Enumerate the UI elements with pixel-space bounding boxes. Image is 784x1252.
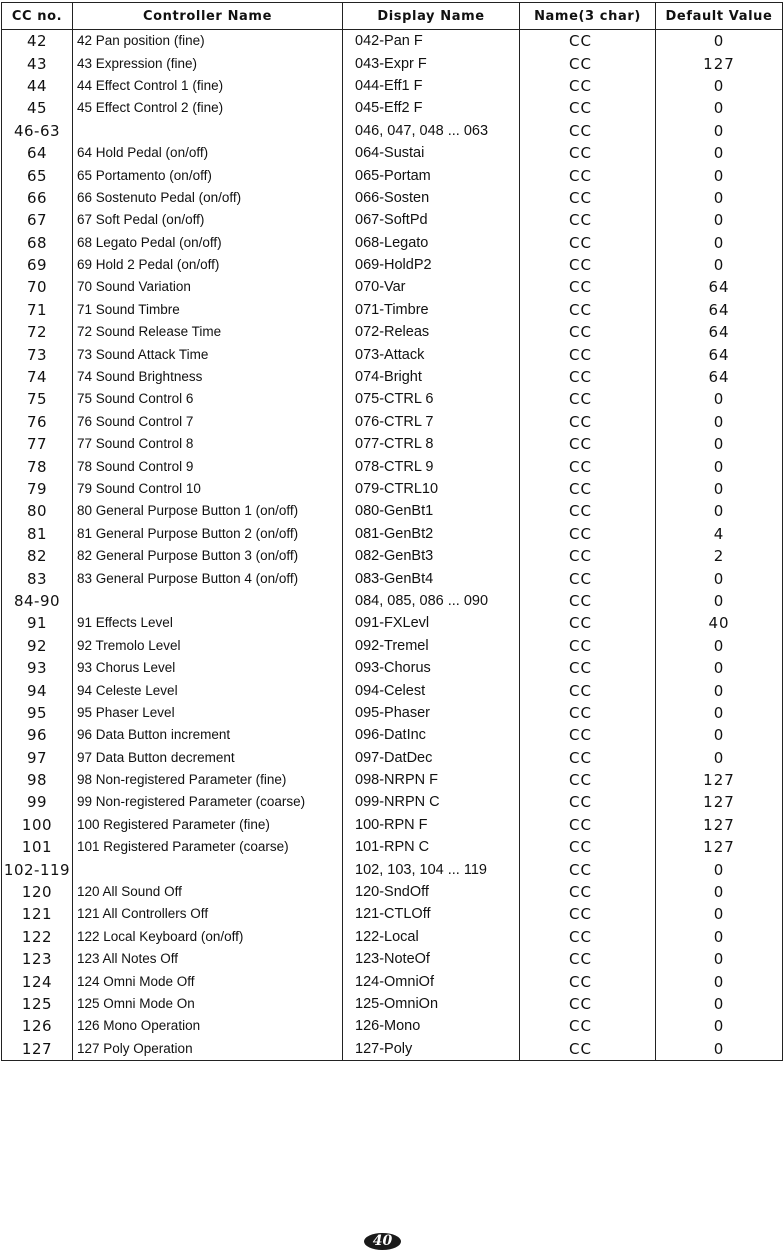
display-name-cell: 072-Releas [343,321,520,343]
display-name-cell: 083-GenBt4 [343,567,520,589]
cc-number-cell: 43 [2,52,73,74]
table-row [2,836,783,858]
cc-number-cell: 80 [2,500,73,522]
controller-name-cell: 73 Sound Attack Time [73,343,343,365]
default-value-cell: 2 [656,545,783,567]
cc-number-cell: 64 [2,142,73,164]
short-name-cell: CC [520,209,656,231]
header-name-3char: Name(3 char) [520,3,656,30]
display-name-cell: 125-OmniOn [343,993,520,1015]
display-name-cell: 065-Portam [343,164,520,186]
cc-number-cell: 93 [2,657,73,679]
table-row [2,254,783,276]
table-row [2,455,783,477]
controller-name-cell: 72 Sound Release Time [73,321,343,343]
table-row [2,858,783,880]
display-name-cell: 076-CTRL 7 [343,411,520,433]
short-name-cell: CC [520,858,656,880]
table-row [2,97,783,119]
default-value-cell: 0 [656,30,783,53]
default-value-cell: 64 [656,366,783,388]
short-name-cell: CC [520,567,656,589]
controller-name-cell: 75 Sound Control 6 [73,388,343,410]
controller-name-cell: 94 Celeste Level [73,679,343,701]
short-name-cell: CC [520,343,656,365]
controller-name-cell: 91 Effects Level [73,612,343,634]
short-name-cell: CC [520,747,656,769]
table-row [2,747,783,769]
display-name-cell: 099-NRPN C [343,791,520,813]
controller-name-cell: 67 Soft Pedal (on/off) [73,209,343,231]
default-value-cell: 127 [656,769,783,791]
default-value-cell: 0 [656,120,783,142]
cc-number-cell: 73 [2,343,73,365]
default-value-cell: 0 [656,970,783,992]
display-name-cell: 073-Attack [343,343,520,365]
display-name-cell: 068-Legato [343,232,520,254]
header-controller-name: Controller Name [73,3,343,30]
controller-name-cell: 42 Pan position (fine) [73,30,343,53]
display-name-cell: 123-NoteOf [343,948,520,970]
controller-name-cell: 124 Omni Mode Off [73,970,343,992]
short-name-cell: CC [520,30,656,53]
short-name-cell: CC [520,993,656,1015]
table-row [2,120,783,142]
short-name-cell: CC [520,455,656,477]
table-row [2,702,783,724]
short-name-cell: CC [520,500,656,522]
short-name-cell: CC [520,903,656,925]
controller-name-cell: 83 General Purpose Button 4 (on/off) [73,567,343,589]
short-name-cell: CC [520,791,656,813]
default-value-cell: 0 [656,209,783,231]
table-row [2,343,783,365]
controller-name-cell: 78 Sound Control 9 [73,455,343,477]
controller-name-cell: 76 Sound Control 7 [73,411,343,433]
cc-number-cell: 78 [2,455,73,477]
cc-number-cell: 123 [2,948,73,970]
controller-name-cell: 68 Legato Pedal (on/off) [73,232,343,254]
cc-number-cell: 46-63 [2,120,73,142]
controller-name-cell: 81 General Purpose Button 2 (on/off) [73,523,343,545]
table-row [2,926,783,948]
short-name-cell: CC [520,142,656,164]
cc-number-cell: 81 [2,523,73,545]
short-name-cell: CC [520,321,656,343]
header-cc-no: CC no. [2,3,73,30]
display-name-cell: 084, 085, 086 ... 090 [343,590,520,612]
display-name-cell: 079-CTRL10 [343,478,520,500]
short-name-cell: CC [520,657,656,679]
controller-name-cell: 99 Non-registered Parameter (coarse) [73,791,343,813]
short-name-cell: CC [520,120,656,142]
default-value-cell: 0 [656,635,783,657]
display-name-cell: 077-CTRL 8 [343,433,520,455]
table-row [2,567,783,589]
default-value-cell: 0 [656,1038,783,1061]
display-name-cell: 044-Eff1 F [343,75,520,97]
short-name-cell: CC [520,299,656,321]
table-row [2,523,783,545]
cc-number-cell: 65 [2,164,73,186]
display-name-cell: 066-Sosten [343,187,520,209]
table-row [2,388,783,410]
table-row [2,903,783,925]
default-value-cell: 0 [656,433,783,455]
controller-name-cell: 95 Phaser Level [73,702,343,724]
table-row [2,30,783,53]
short-name-cell: CC [520,276,656,298]
short-name-cell: CC [520,52,656,74]
controller-name-cell: 71 Sound Timbre [73,299,343,321]
table-row [2,814,783,836]
table-row [2,299,783,321]
default-value-cell: 127 [656,52,783,74]
display-name-cell: 045-Eff2 F [343,97,520,119]
display-name-cell: 071-Timbre [343,299,520,321]
display-name-cell: 096-DatInc [343,724,520,746]
table-body [2,30,783,1061]
controller-name-cell: 97 Data Button decrement [73,747,343,769]
cc-number-cell: 83 [2,567,73,589]
cc-number-cell: 91 [2,612,73,634]
default-value-cell: 0 [656,679,783,701]
table-row [2,1015,783,1037]
default-value-cell: 0 [656,388,783,410]
display-name-cell: 122-Local [343,926,520,948]
cc-number-cell: 66 [2,187,73,209]
short-name-cell: CC [520,523,656,545]
short-name-cell: CC [520,187,656,209]
table-row [2,52,783,74]
display-name-cell: 091-FXLevl [343,612,520,634]
short-name-cell: CC [520,232,656,254]
table-row [2,75,783,97]
default-value-cell: 4 [656,523,783,545]
controller-name-cell: 121 All Controllers Off [73,903,343,925]
short-name-cell: CC [520,366,656,388]
display-name-cell: 100-RPN F [343,814,520,836]
display-name-cell: 121-CTLOff [343,903,520,925]
display-name-cell: 093-Chorus [343,657,520,679]
page-number-badge: 40 [364,1233,401,1250]
default-value-cell: 0 [656,903,783,925]
default-value-cell: 0 [656,702,783,724]
table-row [2,948,783,970]
table-row [2,679,783,701]
short-name-cell: CC [520,814,656,836]
default-value-cell: 127 [656,814,783,836]
short-name-cell: CC [520,948,656,970]
cc-number-cell: 98 [2,769,73,791]
short-name-cell: CC [520,1015,656,1037]
default-value-cell: 0 [656,993,783,1015]
short-name-cell: CC [520,881,656,903]
default-value-cell: 0 [656,164,783,186]
cc-number-cell: 127 [2,1038,73,1061]
controller-name-cell [73,590,343,612]
default-value-cell: 0 [656,657,783,679]
display-name-cell: 082-GenBt3 [343,545,520,567]
table-row [2,209,783,231]
table-row [2,635,783,657]
short-name-cell: CC [520,545,656,567]
controller-name-cell: 66 Sostenuto Pedal (on/off) [73,187,343,209]
cc-number-cell: 102-119 [2,858,73,880]
display-name-cell: 124-OmniOf [343,970,520,992]
display-name-cell: 098-NRPN F [343,769,520,791]
default-value-cell: 0 [656,232,783,254]
table-row [2,724,783,746]
display-name-cell: 046, 047, 048 ... 063 [343,120,520,142]
short-name-cell: CC [520,679,656,701]
controller-name-cell: 93 Chorus Level [73,657,343,679]
controller-name-cell: 43 Expression (fine) [73,52,343,74]
short-name-cell: CC [520,769,656,791]
default-value-cell: 0 [656,948,783,970]
default-value-cell: 127 [656,791,783,813]
short-name-cell: CC [520,433,656,455]
short-name-cell: CC [520,254,656,276]
table-row [2,769,783,791]
display-name-cell: 042-Pan F [343,30,520,53]
cc-number-cell: 95 [2,702,73,724]
controller-name-cell [73,120,343,142]
table-row [2,366,783,388]
controller-name-cell: 64 Hold Pedal (on/off) [73,142,343,164]
controller-name-cell: 44 Effect Control 1 (fine) [73,75,343,97]
cc-number-cell: 77 [2,433,73,455]
display-name-cell: 094-Celest [343,679,520,701]
cc-number-cell: 122 [2,926,73,948]
short-name-cell: CC [520,1038,656,1061]
default-value-cell: 0 [656,1015,783,1037]
display-name-cell: 078-CTRL 9 [343,455,520,477]
display-name-cell: 070-Var [343,276,520,298]
default-value-cell: 0 [656,724,783,746]
table-row [2,1038,783,1061]
display-name-cell: 043-Expr F [343,52,520,74]
cc-number-cell: 125 [2,993,73,1015]
default-value-cell: 64 [656,343,783,365]
display-name-cell: 092-Tremel [343,635,520,657]
table-row [2,881,783,903]
default-value-cell: 0 [656,881,783,903]
display-name-cell: 095-Phaser [343,702,520,724]
default-value-cell: 0 [656,747,783,769]
table-row [2,612,783,634]
table-row [2,164,783,186]
default-value-cell: 0 [656,567,783,589]
controller-name-cell: 77 Sound Control 8 [73,433,343,455]
cc-number-cell: 94 [2,679,73,701]
cc-number-cell: 71 [2,299,73,321]
cc-number-cell: 76 [2,411,73,433]
default-value-cell: 0 [656,500,783,522]
controller-name-cell: 101 Registered Parameter (coarse) [73,836,343,858]
table-row [2,321,783,343]
table-row [2,433,783,455]
display-name-cell: 127-Poly [343,1038,520,1061]
cc-number-cell: 124 [2,970,73,992]
controller-name-cell: 79 Sound Control 10 [73,478,343,500]
controller-name-cell: 120 All Sound Off [73,881,343,903]
controller-table [1,2,783,1061]
controller-name-cell [73,858,343,880]
cc-number-cell: 79 [2,478,73,500]
display-name-cell: 067-SoftPd [343,209,520,231]
controller-name-cell: 123 All Notes Off [73,948,343,970]
cc-number-cell: 82 [2,545,73,567]
short-name-cell: CC [520,388,656,410]
table-row [2,993,783,1015]
controller-name-cell: 100 Registered Parameter (fine) [73,814,343,836]
table-row [2,142,783,164]
short-name-cell: CC [520,97,656,119]
cc-number-cell: 72 [2,321,73,343]
table-row [2,590,783,612]
table-row [2,187,783,209]
short-name-cell: CC [520,635,656,657]
default-value-cell: 64 [656,321,783,343]
display-name-cell: 064-Sustai [343,142,520,164]
default-value-cell: 0 [656,254,783,276]
cc-number-cell: 96 [2,724,73,746]
default-value-cell: 0 [656,858,783,880]
table-row [2,791,783,813]
controller-name-cell: 122 Local Keyboard (on/off) [73,926,343,948]
default-value-cell: 40 [656,612,783,634]
controller-name-cell: 65 Portamento (on/off) [73,164,343,186]
short-name-cell: CC [520,702,656,724]
controller-name-cell: 96 Data Button increment [73,724,343,746]
controller-name-cell: 74 Sound Brightness [73,366,343,388]
table-row [2,657,783,679]
default-value-cell: 0 [656,411,783,433]
default-value-cell: 0 [656,97,783,119]
default-value-cell: 0 [656,75,783,97]
cc-number-cell: 67 [2,209,73,231]
short-name-cell: CC [520,590,656,612]
cc-number-cell: 121 [2,903,73,925]
cc-number-cell: 101 [2,836,73,858]
table-row [2,411,783,433]
short-name-cell: CC [520,411,656,433]
cc-number-cell: 74 [2,366,73,388]
controller-name-cell: 125 Omni Mode On [73,993,343,1015]
short-name-cell: CC [520,75,656,97]
cc-number-cell: 84-90 [2,590,73,612]
header-default-value: Default Value [656,3,783,30]
short-name-cell: CC [520,970,656,992]
default-value-cell: 0 [656,478,783,500]
display-name-cell: 075-CTRL 6 [343,388,520,410]
default-value-cell: 127 [656,836,783,858]
controller-name-cell: 127 Poly Operation [73,1038,343,1061]
cc-number-cell: 99 [2,791,73,813]
default-value-cell: 0 [656,455,783,477]
cc-number-cell: 44 [2,75,73,97]
short-name-cell: CC [520,724,656,746]
header-row [2,3,783,30]
default-value-cell: 0 [656,142,783,164]
table-row [2,276,783,298]
display-name-cell: 120-SndOff [343,881,520,903]
default-value-cell: 0 [656,187,783,209]
display-name-cell: 102, 103, 104 ... 119 [343,858,520,880]
default-value-cell: 64 [656,276,783,298]
controller-name-cell: 82 General Purpose Button 3 (on/off) [73,545,343,567]
display-name-cell: 081-GenBt2 [343,523,520,545]
default-value-cell: 64 [656,299,783,321]
display-name-cell: 097-DatDec [343,747,520,769]
cc-number-cell: 97 [2,747,73,769]
controller-name-cell: 80 General Purpose Button 1 (on/off) [73,500,343,522]
display-name-cell: 126-Mono [343,1015,520,1037]
default-value-cell: 0 [656,926,783,948]
default-value-cell: 0 [656,590,783,612]
cc-number-cell: 45 [2,97,73,119]
short-name-cell: CC [520,478,656,500]
cc-number-cell: 70 [2,276,73,298]
cc-number-cell: 75 [2,388,73,410]
table-row [2,970,783,992]
controller-name-cell: 126 Mono Operation [73,1015,343,1037]
display-name-cell: 069-HoldP2 [343,254,520,276]
table-row [2,478,783,500]
controller-name-cell: 69 Hold 2 Pedal (on/off) [73,254,343,276]
short-name-cell: CC [520,836,656,858]
controller-name-cell: 70 Sound Variation [73,276,343,298]
short-name-cell: CC [520,926,656,948]
display-name-cell: 101-RPN C [343,836,520,858]
controller-name-cell: 45 Effect Control 2 (fine) [73,97,343,119]
header-display-name: Display Name [343,3,520,30]
cc-number-cell: 126 [2,1015,73,1037]
cc-number-cell: 120 [2,881,73,903]
cc-number-cell: 92 [2,635,73,657]
cc-number-cell: 42 [2,30,73,53]
display-name-cell: 074-Bright [343,366,520,388]
controller-name-cell: 92 Tremolo Level [73,635,343,657]
table-row [2,545,783,567]
cc-number-cell: 69 [2,254,73,276]
cc-number-cell: 68 [2,232,73,254]
table-row [2,232,783,254]
table-row [2,500,783,522]
short-name-cell: CC [520,612,656,634]
table-header [2,3,783,30]
controller-name-cell: 98 Non-registered Parameter (fine) [73,769,343,791]
short-name-cell: CC [520,164,656,186]
cc-number-cell: 100 [2,814,73,836]
display-name-cell: 080-GenBt1 [343,500,520,522]
